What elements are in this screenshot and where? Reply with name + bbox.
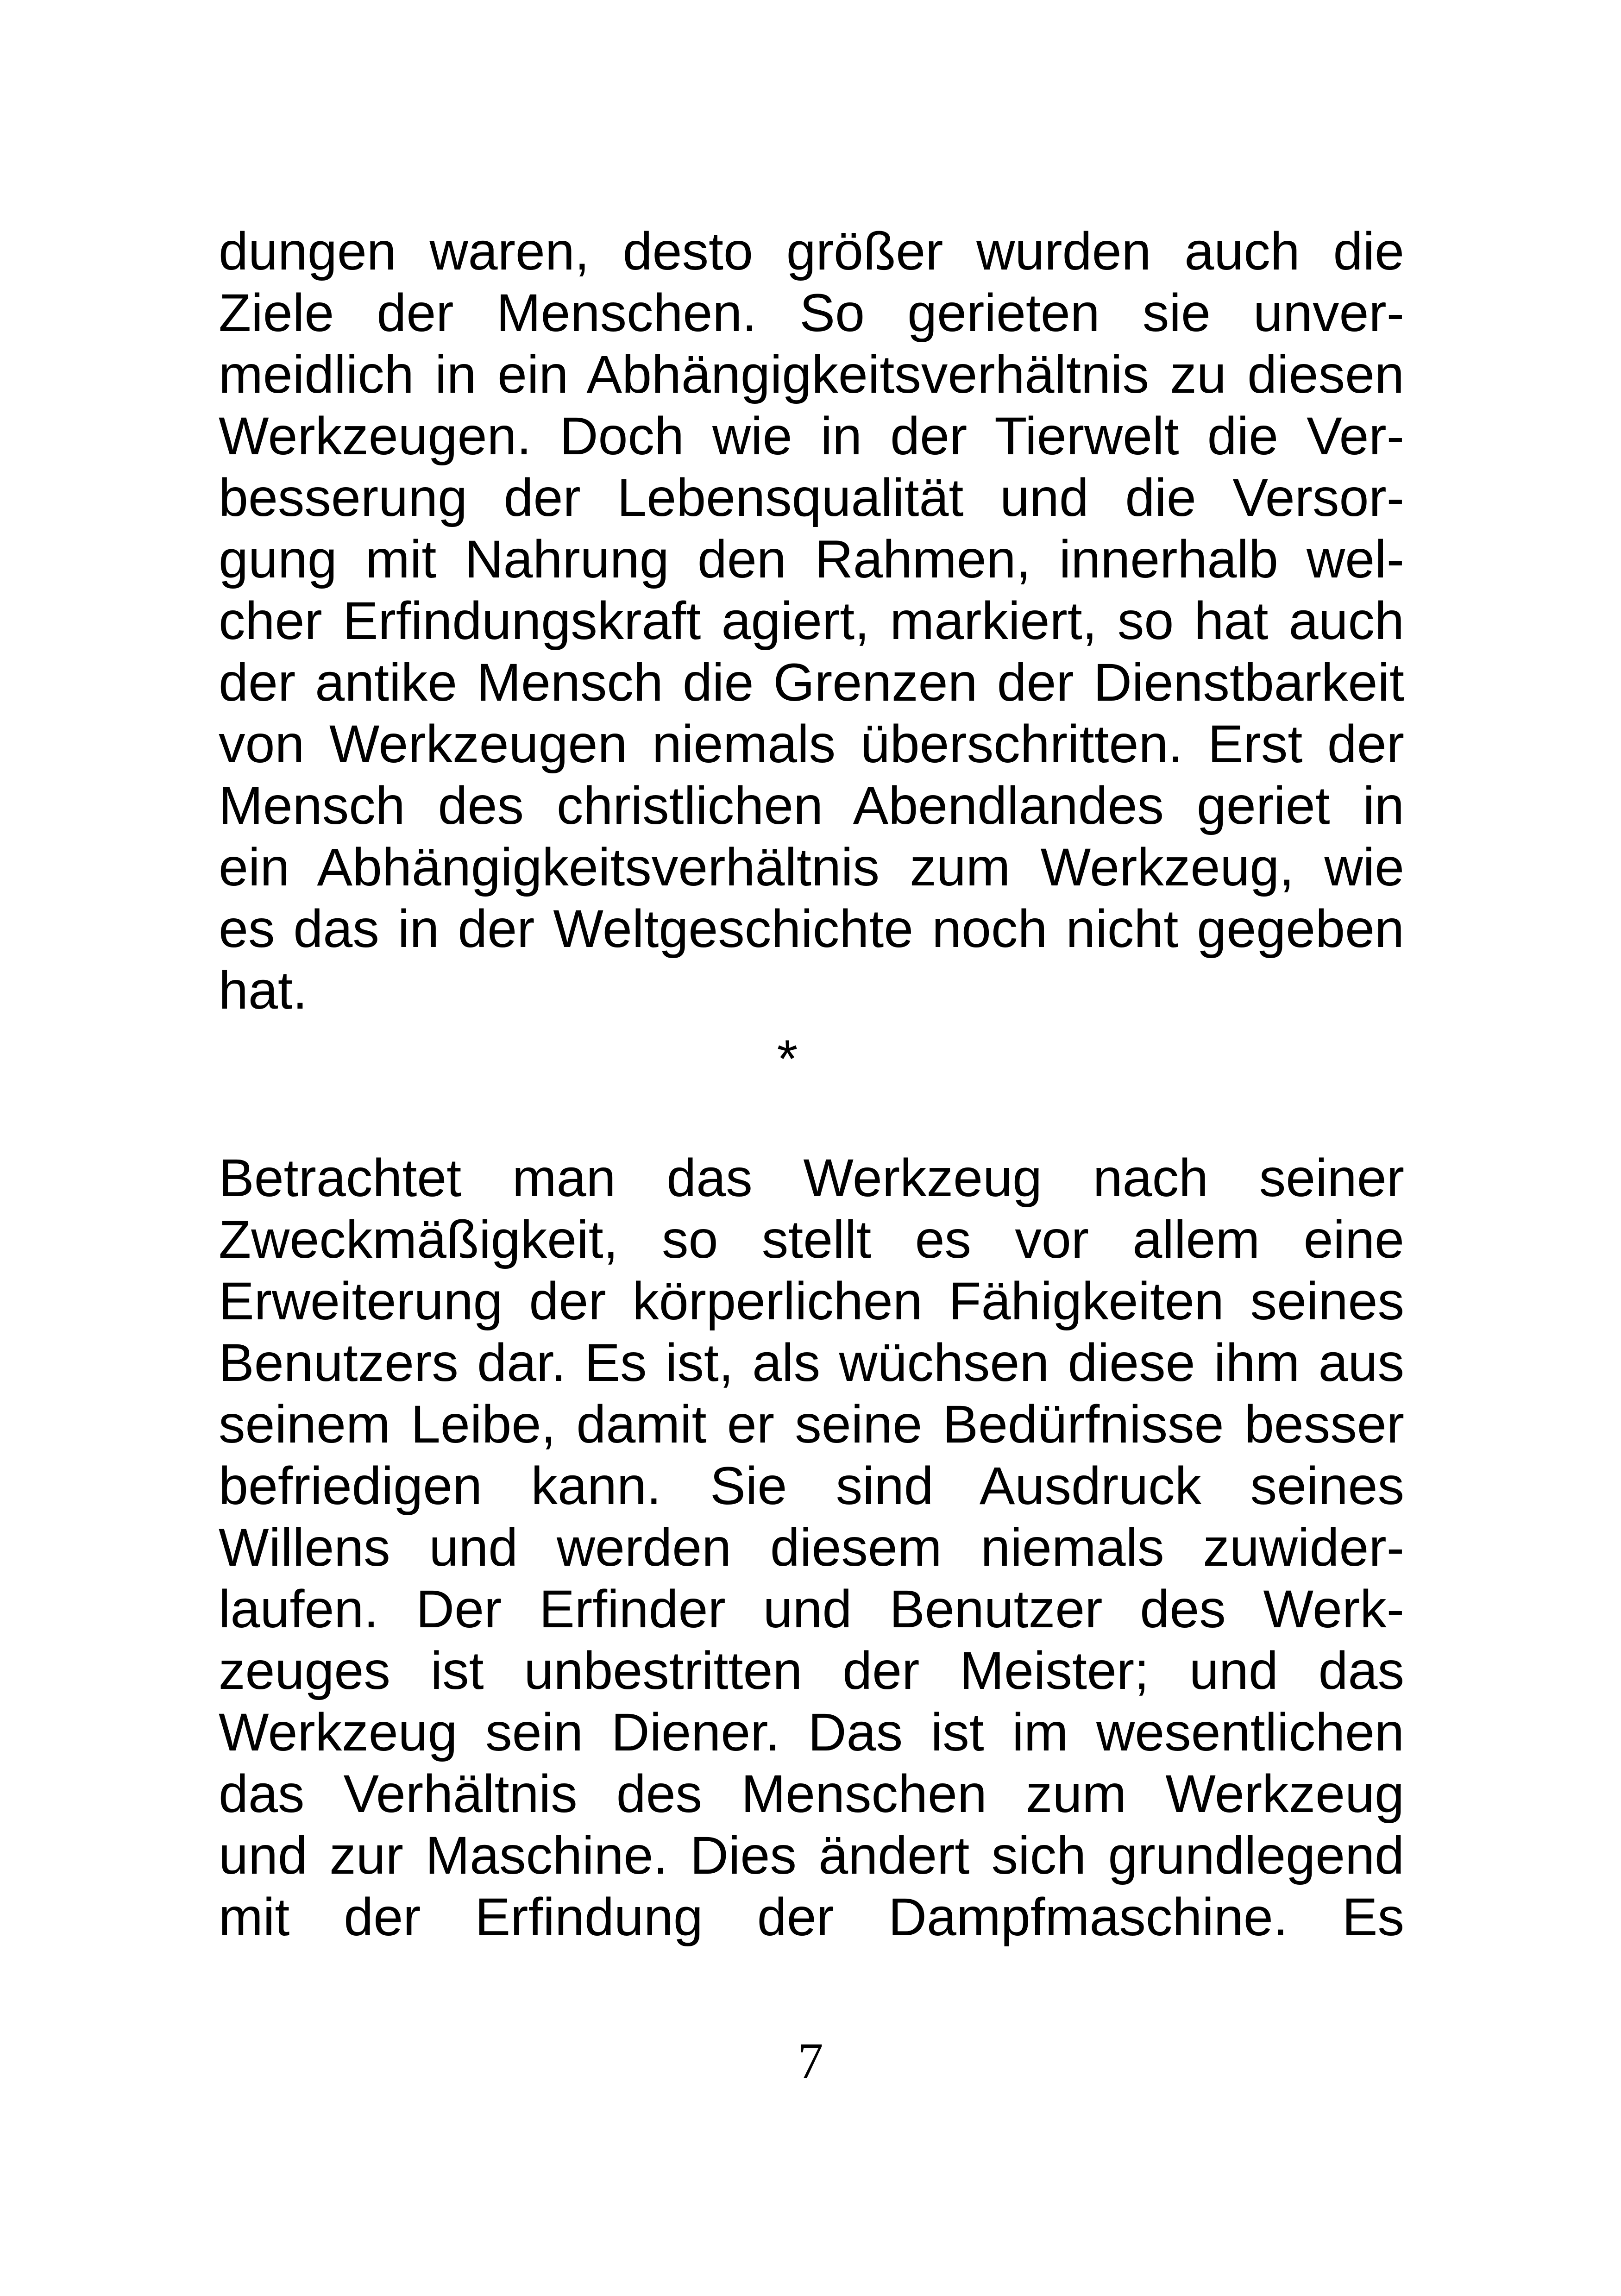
page-number: 7 (798, 2033, 823, 2089)
text-line: laufen. Der Erfinder und Benutzer des Werk- (219, 1580, 1404, 1639)
text-line: hat. (219, 961, 308, 1020)
text-line: der antike Mensch die Grenzen der Dienstbarkeit (219, 653, 1404, 712)
text-line: gung mit Nahrung den Rahmen, innerhalb wel- (219, 530, 1404, 589)
text-line: zeuges ist unbestritten der Meister; und das (219, 1641, 1404, 1700)
text-line: es das in der Weltgeschichte noch nicht gegeben (219, 899, 1404, 959)
text-line: Ziele der Menschen. So gerieten sie unver- (219, 283, 1404, 343)
text-line: meidlich in ein Abhängigkeitsverhältnis zu diesen (219, 345, 1404, 404)
text-line: dungen waren, desto größer wurden auch die (219, 222, 1404, 281)
text-line: Werkzeug sein Diener. Das ist im wesentlichen (219, 1703, 1404, 1762)
text-line: mit der Erfindung der Dampfmaschine. Es (219, 1888, 1404, 1947)
text-line: Werkzeugen. Doch wie in der Tierwelt die Ver- (219, 407, 1404, 466)
text-line: Erweiterung der körperlichen Fähigkeiten seines (219, 1272, 1404, 1331)
text-line: seinem Leibe, damit er seine Bedürfnisse besser (219, 1395, 1404, 1454)
text-line: das Verhältnis des Menschen zum Werkzeug (219, 1764, 1404, 1824)
text-line: Mensch des christlichen Abendlandes geriet in (219, 776, 1404, 835)
text-line: von Werkzeugen niemals überschritten. Erst der (219, 715, 1404, 774)
text-line: und zur Maschine. Dies ändert sich grundlegend (219, 1826, 1404, 1885)
text-line: cher Erfindungskraft agiert, markiert, so hat auch (219, 591, 1404, 651)
section-separator: * (777, 1029, 798, 1089)
text-line: Benutzers dar. Es ist, als wüchsen diese ihm aus (219, 1333, 1404, 1393)
text-line: Zweckmäßigkeit, so stellt es vor allem eine (219, 1210, 1404, 1269)
text-line: Willens und werden diesem niemals zuwider- (219, 1518, 1404, 1577)
text-line: ein Abhängigkeitsverhältnis zum Werkzeug, wie (219, 838, 1404, 897)
text-line: Betrachtet man das Werkzeug nach seiner (219, 1148, 1404, 1208)
text-line: befriedigen kann. Sie sind Ausdruck seines (219, 1456, 1404, 1516)
text-line: besserung der Lebensqualität und die Versor- (219, 468, 1404, 527)
